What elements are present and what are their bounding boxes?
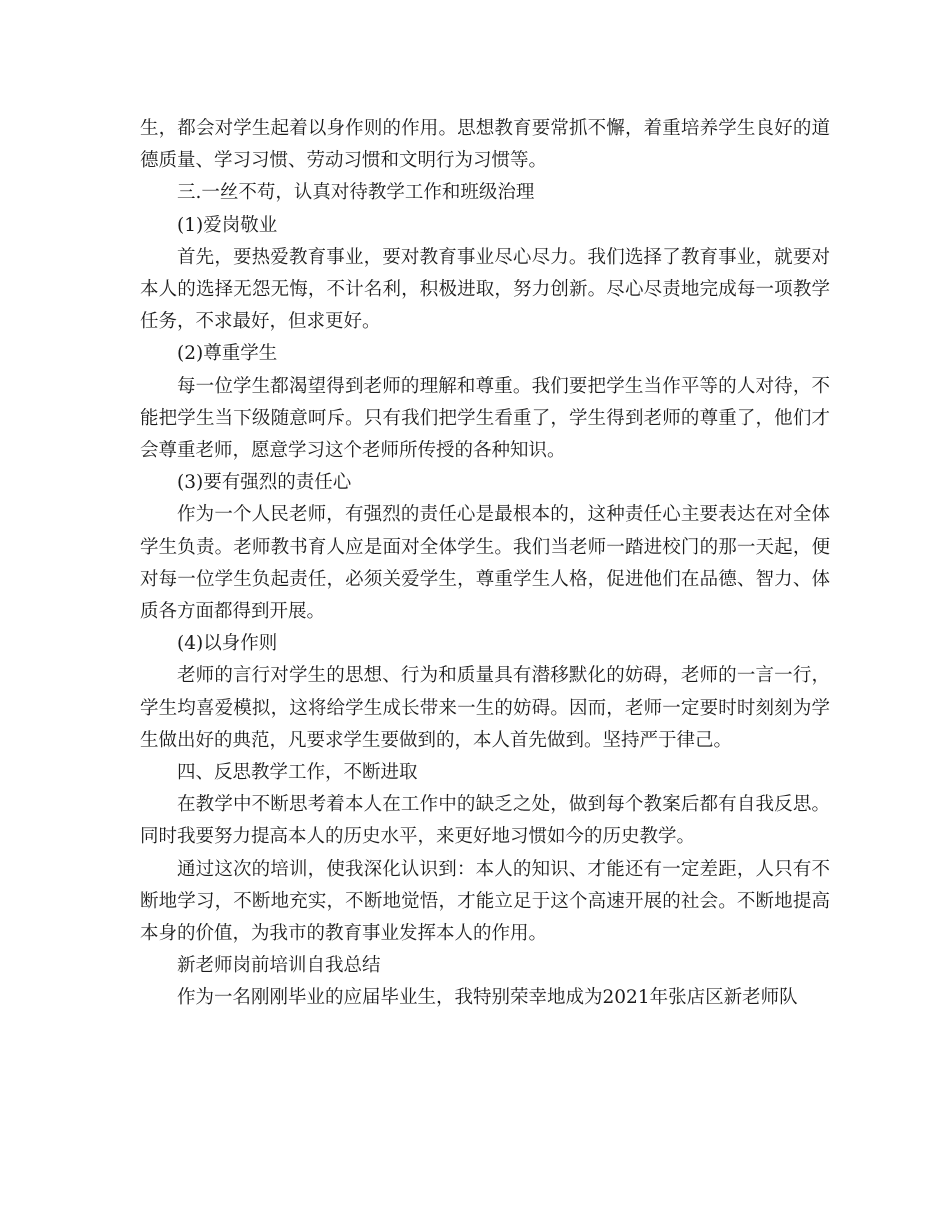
paragraph-4: 作为一个人民老师，有强烈的责任心是最根本的，这种责任心主要表达在对全体学生负责。老师教书育人应是面对全体学生。我们当老师一踏进校门的那一天起，便对每一位学生负起责任，必须关爱学生，尊重学生人格，促进他们在品德、智力、体质各方面都得到开展。 <box>140 504 830 623</box>
section-heading-3: 三.一丝不苟，认真对待教学工作和班级治理 <box>177 182 535 204</box>
paragraph-8: 作为一名刚刚毕业的应届毕业生，我特别荣幸地成为2021年张店区新老师队 <box>177 987 798 1009</box>
paragraph-6: 在教学中不断思考着本人在工作中的缺乏之处，做到每个教案后都有自我反思。同时我要努力提高本人的历史水平，来更好地习惯如今的历史教学。 <box>140 794 830 848</box>
subheading-2: (2)尊重学生 <box>177 343 278 365</box>
paragraph-3: 每一位学生都渴望得到老师的理解和尊重。我们要把学生当作平等的人对待，不能把学生当下级随意呵斥。只有我们把学生看重了，学生得到老师的尊重了，他们才会尊重老师，愿意学习这个老师所传授的各种知识。 <box>140 375 830 462</box>
paragraph-1: 生，都会对学生起着以身作则的作用。思想教育要常抓不懈，着重培养学生良好的道德质量、学习习惯、劳动习惯和文明行为习惯等。 <box>140 118 830 172</box>
subheading-3: (3)要有强烈的责任心 <box>177 472 352 494</box>
paragraph-2: 首先，要热爱教育事业，要对教育事业尽心尽力。我们选择了教育事业，就要对本人的选择无怨无悔，不计名利，积极进取，努力创新。尽心尽责地完成每一项教学任务，不求最好，但求更好。 <box>140 246 830 333</box>
document-body <box>140 113 830 1015</box>
paragraph-7: 通过这次的培训，使我深化认识到：本人的知识、才能还有一定差距，人只有不断地学习，不断地充实，不断地觉悟，才能立足于这个高速开展的社会。不断地提高本身的价值，为我市的教育事业发挥本人的作用。 <box>140 858 830 945</box>
subheading-4: (4)以身作则 <box>177 633 278 655</box>
article-title: 新老师岗前培训自我总结 <box>177 955 381 977</box>
section-heading-4: 四、反思教学工作，不断进取 <box>177 762 418 784</box>
subheading-1: (1)爱岗敬业 <box>177 214 278 236</box>
paragraph-5: 老师的言行对学生的思想、行为和质量具有潜移默化的妨碍，老师的一言一行，学生均喜爱模拟，这将给学生成长带来一生的妨碍。因而，老师一定要时时刻刻为学生做出好的典范，凡要求学生要做到的，本人首先做到。坚持严于律己。 <box>140 665 830 751</box>
